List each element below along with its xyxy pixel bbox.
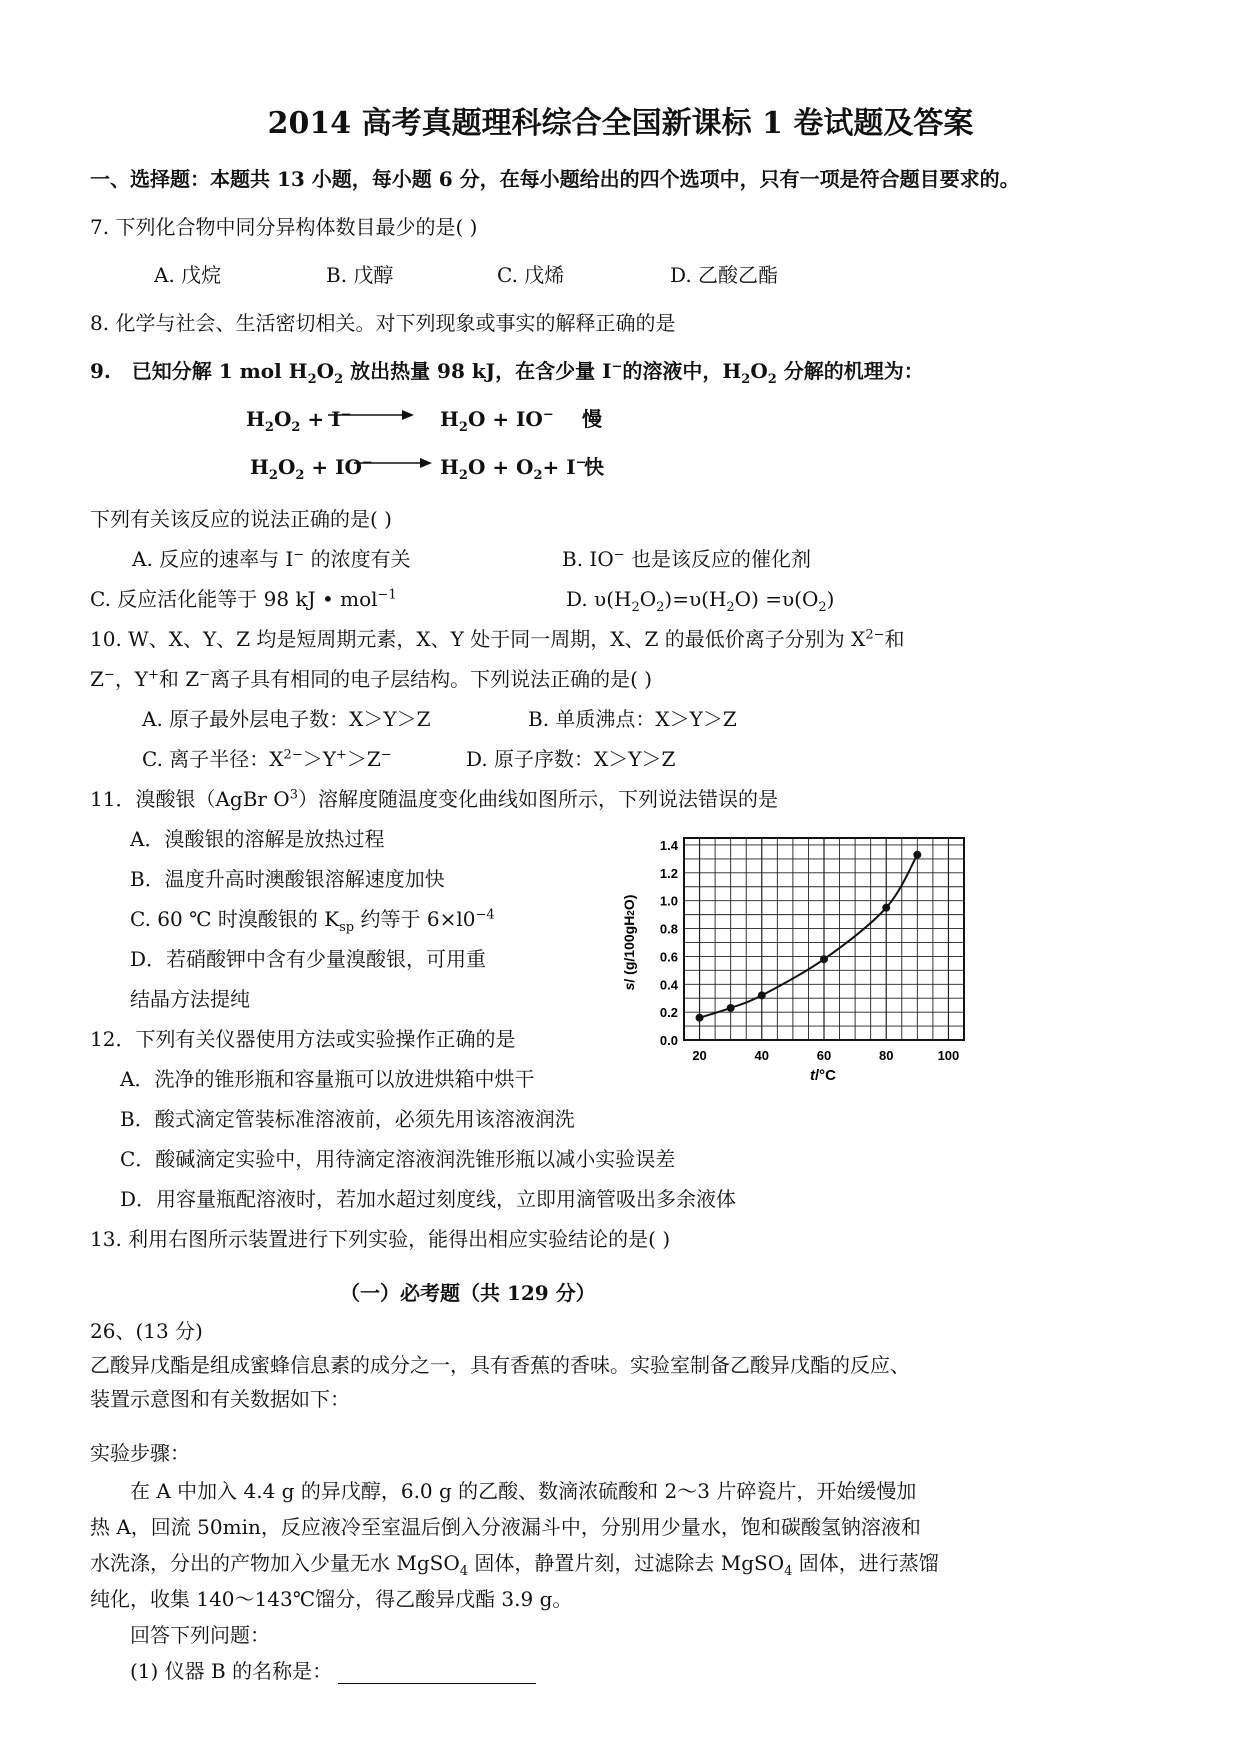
q26-step-line-2: 热 A，回流 50min，反应液冷至室温后倒入分液漏斗中，分别用少量水，饱和碳酸氢钠溶液和 (90, 1515, 921, 1539)
chart-tick-labels (660, 838, 959, 1063)
data-point (820, 955, 828, 963)
q11-option-a: A．溴酸银的溶解是放热过程 (130, 827, 385, 851)
q12-option-d: D．用容量瓶配溶液时，若加水超过刻度线，立即用滴管吸出多余液体 (120, 1187, 737, 1211)
q26-step-line-4: 纯化，收集 140～143℃馏分，得乙酸异戊酯 3.9 g。 (90, 1587, 573, 1611)
data-point (727, 1004, 735, 1012)
q26-step-line-3: 水洗涤，分出的产物加入少量无水 MgSO$_4$ 固体，静置片刻，过滤除去 MgSO$_4$ 固体，进行蒸馏 (90, 1551, 939, 1579)
q8-stem: 8. 化学与社会、生活密切相关。对下列现象或事实的解释正确的是 (90, 311, 676, 335)
q9-option-a: A. 反应的速率与 I− 的浓度有关 (132, 547, 411, 571)
q26-head: 26、(13 分) (90, 1319, 203, 1343)
q11-option-d-line-2: 结晶方法提纯 (130, 987, 250, 1011)
x-tick-label: 100 (937, 1048, 960, 1063)
q26-answer-prompt: 回答下列问题： (130, 1623, 270, 1647)
reaction-arrow-icon (326, 408, 416, 422)
q7-option-c: C. 戊烯 (497, 263, 565, 287)
q9-reaction-1-right: $H_2O + IO^-$ (440, 407, 554, 435)
q11-option-b: B．温度升高时澳酸银溶解速度加快 (130, 867, 445, 891)
x-tick-label: 80 (878, 1048, 894, 1063)
q9-ask: 下列有关该反应的说法正确的是( ) (90, 507, 392, 531)
y-tick-label: 1.4 (659, 837, 678, 853)
q13-stem: 13. 利用右图所示装置进行下列实验，能得出相应实验结论的是( ) (90, 1227, 671, 1251)
q10-stem-line-1: 10. W、X、Y、Z 均是短周期元素，X、Y 处于同一周期，X、Z 的最低价离子分别为 $X^{2-}$和 (90, 627, 905, 651)
q12-option-a: A．洗净的锥形瓶和容量瓶可以放进烘箱中烘干 (120, 1067, 535, 1091)
q26-step-line-1: 在 A 中加入 4.4 g 的异戊醇，6.0 g 的乙酸、数滴浓硫酸和 2～3 片碎瓷片，开始缓慢加 (130, 1479, 917, 1503)
q10-option-d: D. 原子序数：X＞Y＞Z (466, 747, 676, 771)
solubility-chart (620, 828, 980, 1088)
q9-reaction-2-right: $H_2O + O_2+ I^-$ (440, 455, 587, 483)
data-point (913, 851, 921, 859)
q7-option-b: B. 戊醇 (326, 263, 394, 287)
data-point (882, 904, 890, 912)
q26-paragraph-line-1: 乙酸异戊酯是组成蜜蜂信息素的成分之一，具有香蕉的香味。实验室制备乙酸异戊酯的反应、 (90, 1353, 910, 1377)
q11-stem: 11．溴酸银（AgBr $O^3$）溶解度随温度变化曲线如图所示，下列说法错误的是 (90, 787, 778, 811)
q12-stem: 12．下列有关仪器使用方法或实验操作正确的是 (90, 1027, 516, 1051)
y-tick-label: 0.0 (659, 1033, 678, 1048)
reaction-arrow-icon (352, 456, 434, 470)
x-tick-label: 40 (754, 1048, 770, 1063)
y-tick-label: 1.2 (659, 865, 678, 881)
data-point (696, 1014, 704, 1022)
answer-blank[interactable] (338, 1663, 536, 1684)
q10-stem-line-2: Z−，Y+和 Z−离子具有相同的电子层结构。下列说法正确的是( ) (90, 667, 653, 691)
q10-option-b: B. 单质沸点：X＞Y＞Z (528, 707, 737, 731)
page-title: 2014 高考真题理科综合全国新课标 1 卷试题及答案 (267, 106, 974, 141)
chart-y-label: s/ (g/100gH2O) (621, 894, 637, 991)
q26-paragraph-line-2: 装置示意图和有关数据如下： (90, 1387, 350, 1411)
q12-option-c: C．酸碱滴定实验中，用待滴定溶液润洗锥形瓶以减小实验误差 (120, 1147, 676, 1171)
q11-option-d-line-1: D．若硝酸钾中含有少量溴酸银，可用重 (130, 947, 487, 971)
q10-option-a: A. 原子最外层电子数：X＞Y＞Z (142, 707, 431, 731)
chart-x-label: t/°C (810, 1067, 836, 1084)
section-2-header: （一）必考题（共 129 分） (340, 1281, 596, 1305)
q7-option-a: A. 戊烷 (154, 263, 222, 287)
y-tick-label: 0.6 (659, 949, 678, 965)
q12-option-b: B．酸式滴定管装标准溶液前，必须先用该溶液润洗 (120, 1107, 575, 1131)
q9-stem: 9. 已知分解 1 mol $H_2O_2$ 放出热量 98 kJ，在含少量 I−的溶液中，$H_2O_2$ 分解的机理为： (90, 359, 924, 387)
q11-option-c: C. 60 ℃ 时溴酸银的 $K_{sp}$ 约等于 $6\times l0^{-4}$ (130, 907, 495, 935)
q9-reaction-2-left: $H_2O_2 + IO^-$ (250, 455, 373, 483)
y-tick-label: 1.0 (659, 893, 678, 909)
q9-option-d: D. $\upsilon(H_2O_2)=\upsilon(H_2O) =\upsilon(O_2)$ (566, 587, 835, 615)
q10-option-c: C. 离子半径：$X^{2-}>Y^+>Z^-$ (142, 747, 392, 771)
q9-reaction-2-speed: 快 (584, 455, 604, 479)
y-tick-label: 0.8 (659, 921, 678, 937)
q9-reaction-1-left: $H_2O_2 + I^-$ (246, 407, 352, 435)
y-tick-label: 0.4 (659, 977, 678, 993)
section-1-header: 一、选择题：本题共 13 小题，每小题 6 分，在每小题给出的四个选项中，只有一项是符合题目要求的。 (90, 167, 1020, 191)
y-tick-label: 0.2 (659, 1005, 678, 1021)
q26-sub-question-1: (1) 仪器 B 的名称是： (130, 1658, 536, 1684)
x-tick-label: 20 (692, 1048, 707, 1063)
q26-steps-title: 实验步骤： (90, 1441, 190, 1465)
q7-stem: 7. 下列化合物中同分异构体数目最少的是( ) (90, 215, 478, 239)
q7-option-d: D. 乙酸乙酯 (670, 263, 779, 287)
q9-reaction-1-speed: 慢 (582, 407, 602, 431)
data-point (758, 991, 766, 999)
q9-option-b: B. IO− 也是该反应的催化剂 (562, 547, 811, 571)
q9-option-c: C. 反应活化能等于 98 kJ • mol$^{-1}$ (90, 587, 397, 611)
x-tick-label: 60 (816, 1048, 832, 1063)
